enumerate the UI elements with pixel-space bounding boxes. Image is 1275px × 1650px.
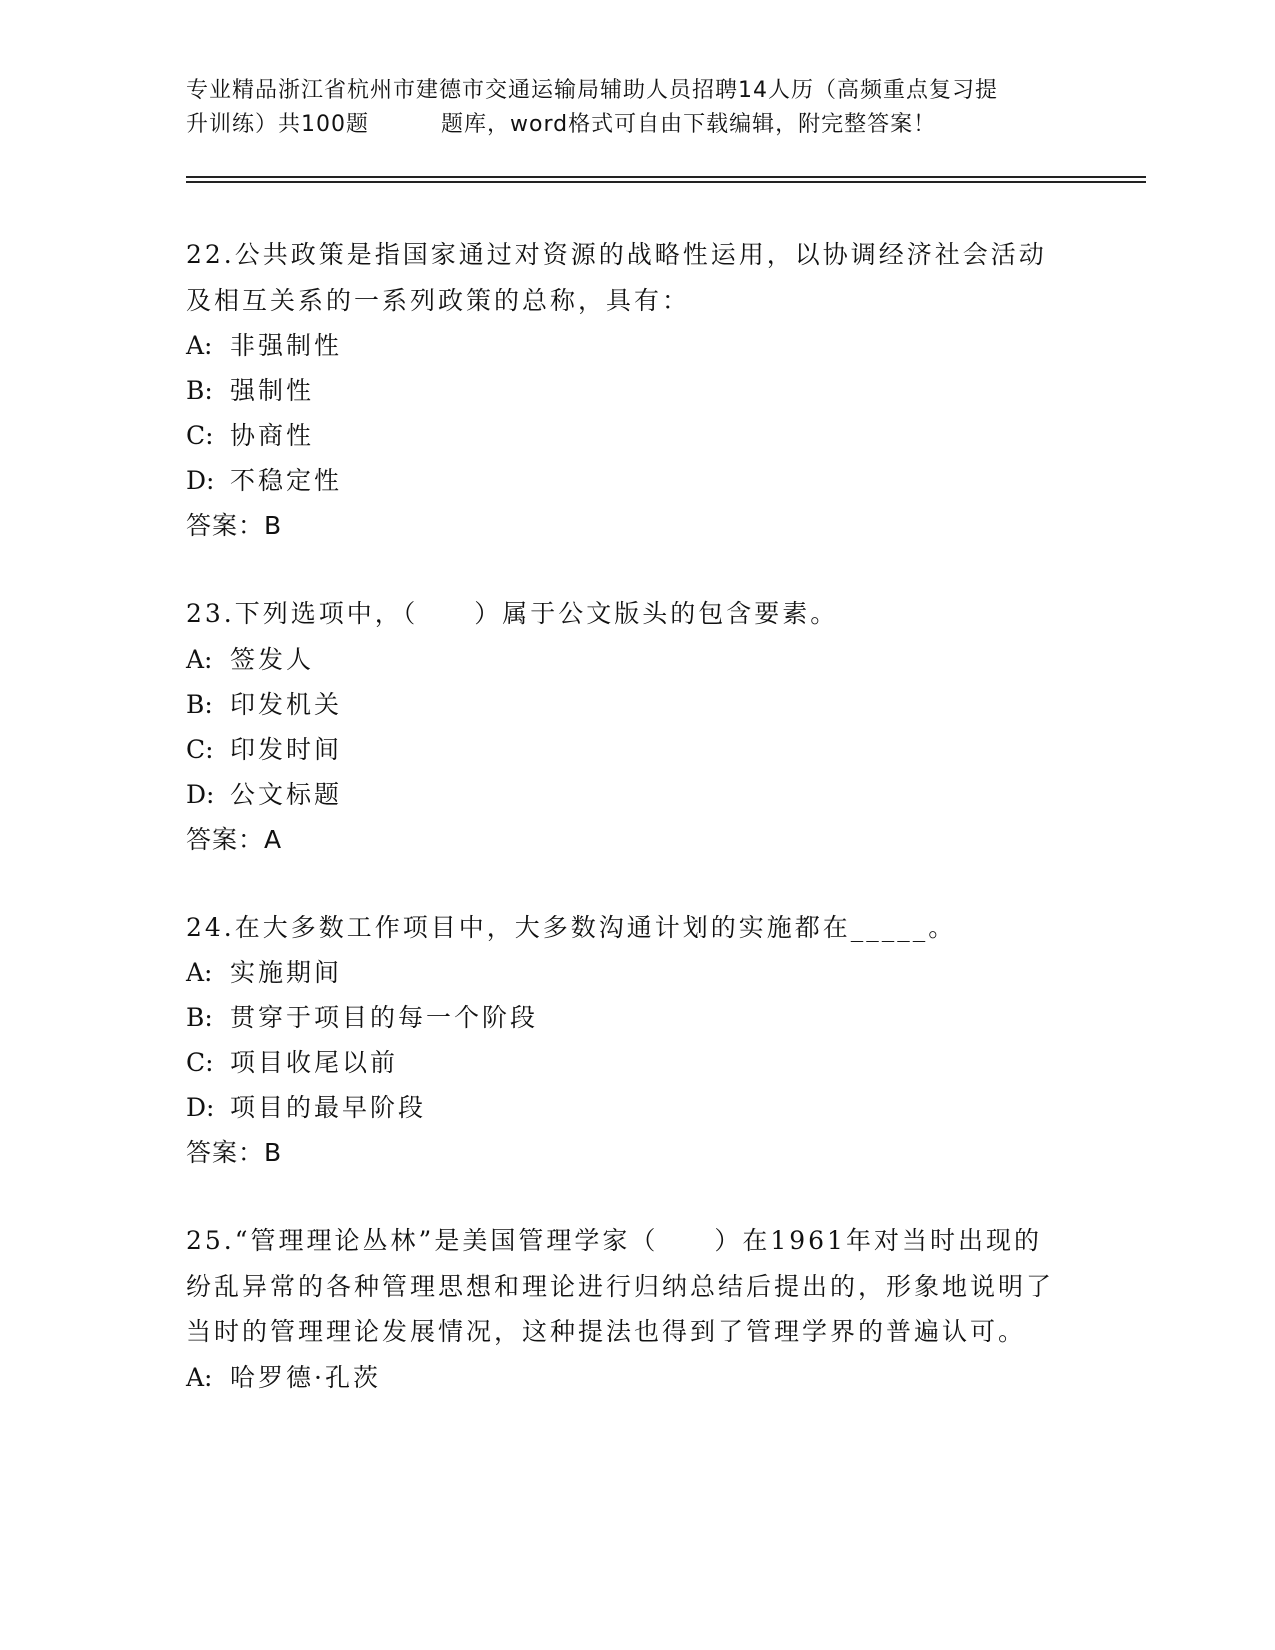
option-a xyxy=(186,323,1066,368)
option-letter: D: xyxy=(186,466,215,495)
option-text: 贯穿于项目的每一个阶段 xyxy=(230,1003,539,1032)
question-stem: 22.公共政策是指国家通过对资源的战略性运用，以协调经济社会活动及相互关系的一系列政策的总称，具有： xyxy=(186,240,1047,315)
header-line-2 xyxy=(186,108,1066,142)
option-letter: D: xyxy=(186,779,215,809)
question-22 xyxy=(186,232,1066,549)
answer-line: 答案：B xyxy=(186,511,283,540)
option-letter: A: xyxy=(186,331,213,360)
question-stem: 25.“管理理论丛林”是美国管理学家（ ）在1961年对当时出现的纷乱异常的各种管理思想和理论进行归纳总结后提出的，形象地说明了当时的管理理论发展情况，这种提法也得到了管理学界的普遍认可。 xyxy=(186,1226,1055,1346)
option-c xyxy=(186,1040,1066,1085)
option-d xyxy=(186,1085,1066,1130)
question-stem: 24.在大多数工作项目中，大多数沟通计划的实施都在_____。 xyxy=(186,912,957,942)
option-letter: B: xyxy=(186,376,213,405)
question-24 xyxy=(186,905,1066,1177)
option-text: 协商性 xyxy=(230,421,315,450)
option-d xyxy=(186,458,1066,503)
question-list xyxy=(186,232,1066,1442)
option-letter: A: xyxy=(186,644,213,674)
option-letter: C: xyxy=(186,1048,214,1077)
option-a xyxy=(186,1355,1066,1400)
option-text: 印发时间 xyxy=(230,734,343,764)
option-text: 强制性 xyxy=(230,376,315,405)
header-line-2-part-2: 题库，word格式可自由下载编辑，附完整答案！ xyxy=(441,112,937,137)
header-divider-top xyxy=(186,176,1146,178)
option-text: 公文标题 xyxy=(230,779,343,809)
option-letter: D: xyxy=(186,1093,215,1122)
question-23 xyxy=(186,591,1066,863)
option-text: 不稳定性 xyxy=(230,466,343,495)
option-letter: C: xyxy=(186,421,214,450)
answer-line: 答案：A xyxy=(186,824,283,854)
option-text: 哈罗德·孔茨 xyxy=(230,1362,381,1392)
option-d xyxy=(186,772,1066,817)
option-text: 签发人 xyxy=(230,644,315,674)
option-text: 非强制性 xyxy=(230,331,343,360)
option-letter: B: xyxy=(186,689,213,719)
option-letter: B: xyxy=(186,1003,213,1032)
header-divider-bottom xyxy=(186,181,1146,183)
option-a xyxy=(186,637,1066,682)
option-letter: C: xyxy=(186,734,214,764)
option-b xyxy=(186,368,1066,413)
question-25 xyxy=(186,1218,1066,1400)
answer-line: 答案：B xyxy=(186,1138,283,1167)
option-text: 实施期间 xyxy=(230,958,343,987)
option-letter: A: xyxy=(186,1362,213,1392)
header-line-1: 专业精品浙江省杭州市建德市交通运输局辅助人员招聘14人历（高频重点复习提 xyxy=(186,78,998,103)
option-letter: A: xyxy=(186,958,213,987)
option-c xyxy=(186,413,1066,458)
option-b xyxy=(186,995,1066,1040)
option-b xyxy=(186,682,1066,727)
question-stem: 23.下列选项中，（ ）属于公文版头的包含要素。 xyxy=(186,599,839,628)
option-c xyxy=(186,727,1066,772)
option-text: 印发机关 xyxy=(230,689,343,719)
header-line-2-part-1: 升训练）共100题 xyxy=(186,112,369,137)
option-a xyxy=(186,950,1066,995)
document-header xyxy=(186,74,1066,142)
option-text: 项目的最早阶段 xyxy=(230,1093,427,1122)
option-text: 项目收尾以前 xyxy=(230,1048,399,1077)
